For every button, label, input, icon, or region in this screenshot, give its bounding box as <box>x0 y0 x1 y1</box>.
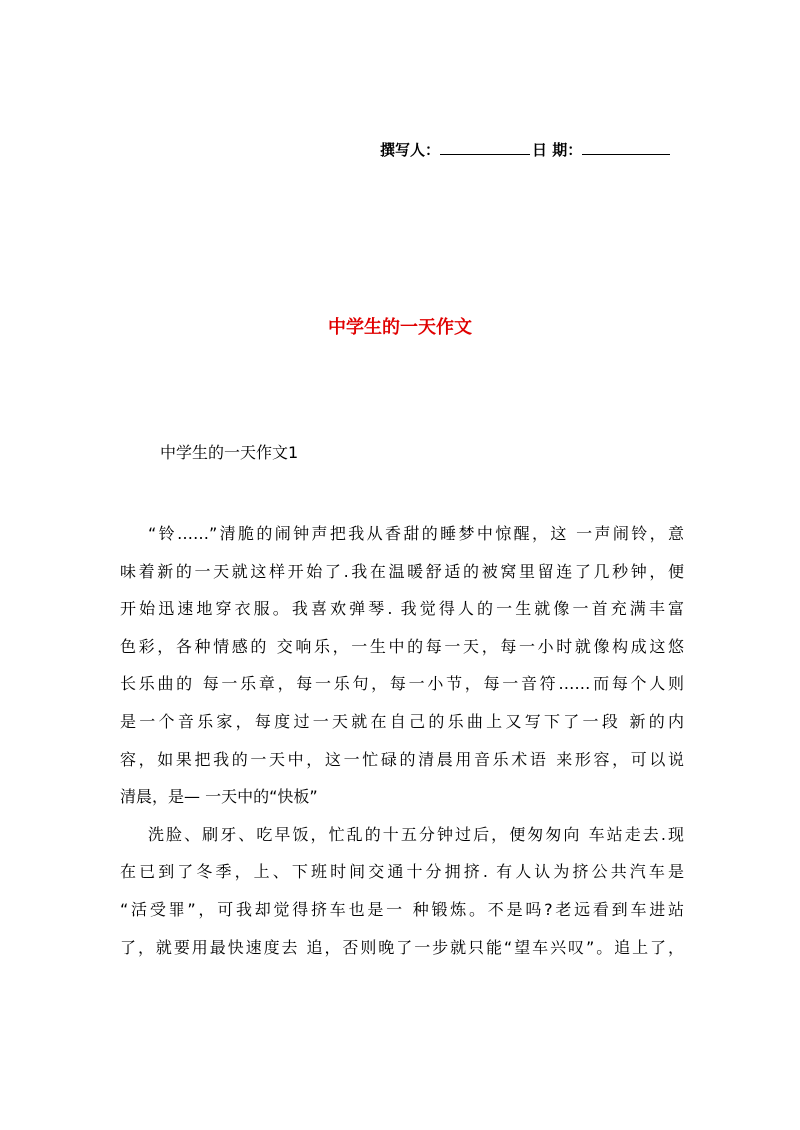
body-line: 容，如果把我的一天中，这一忙碌的清晨用音乐术语 来形容，可以说 <box>120 749 684 769</box>
date-blank <box>582 140 670 155</box>
body-text <box>120 515 684 966</box>
body-line: 味着新的一天就这样开始了.我在温暖舒适的被窝里留连了几秒钟，便 <box>120 561 684 581</box>
author-blank <box>440 140 530 155</box>
author-date-header <box>380 139 690 161</box>
section-heading: 中学生的一天作文1 <box>160 443 299 462</box>
author-label: 撰写人： <box>380 141 441 159</box>
body-line: “铃……”清脆的闹钟声把我从香甜的睡梦中惊醒，这 一声闹铃，意 <box>148 524 684 543</box>
date-label: 日 期： <box>532 141 583 159</box>
body-line: 洗脸、刷牙、吃早饭，忙乱的十五分钟过后，便匆匆向 车站走去.现 <box>148 824 684 844</box>
body-line: 开始迅速地穿衣服。我喜欢弹琴. 我觉得人的一生就像一首充满丰富 <box>120 599 684 619</box>
body-line: 在已到了冬季，上、下班时间交通十分拥挤. 有人认为挤公共汽车是 <box>120 862 684 882</box>
body-line: 色彩，各种情感的 交响乐，一生中的每一天，每一小时就像构成这悠 <box>120 636 684 656</box>
body-line: “活受罪”，可我却觉得挤车也是一 种锻炼。不是吗?老远看到车进站 <box>120 899 684 919</box>
body-line: 长乐曲的 每一乐章，每一乐句，每一小节，每一音符……而每个人则 <box>120 674 684 694</box>
document-title: 中学生的一天作文 <box>328 317 472 338</box>
body-line: 了，就要用最快速度去 追，否则晚了一步就只能“望车兴叹”。追上了， <box>120 937 684 957</box>
body-line: 是一个音乐家，每度过一天就在自己的乐曲上又写下了一段 新的内 <box>120 711 684 731</box>
body-line: 清晨，是— 一天中的“快板” <box>120 787 318 807</box>
